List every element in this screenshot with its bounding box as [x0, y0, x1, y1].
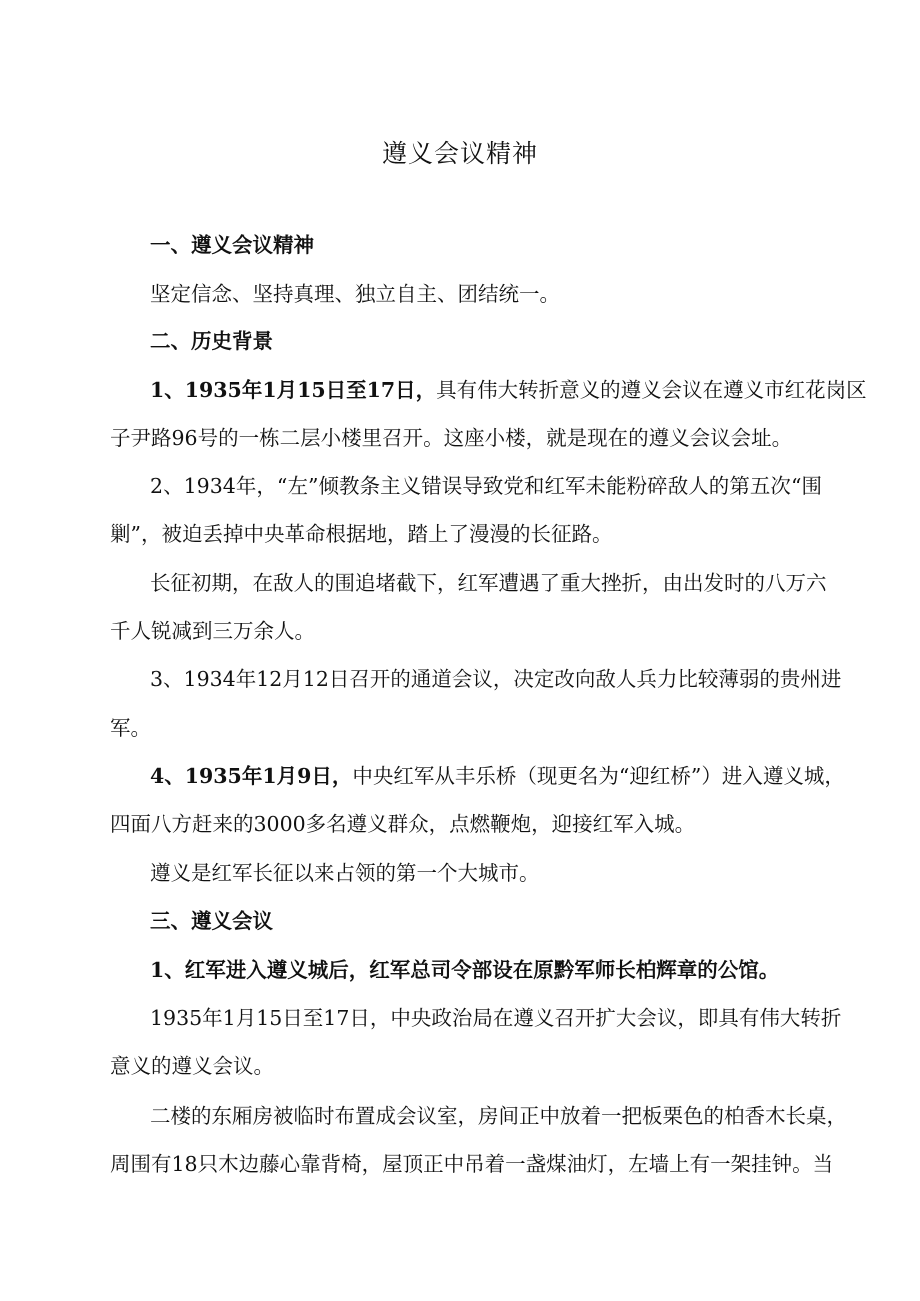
paragraph-1-text: 具有伟大转折意义的遵义会议在遵义市红花岗区 — [436, 378, 867, 402]
paragraph-5-text: 中央红军从丰乐桥（现更名为“迎红桥”）进入遵义城， — [352, 764, 845, 788]
paragraph-2-line-2: 剿”，被迫丢掉中央革命根据地，踏上了漫漫的长征路。 — [110, 522, 613, 546]
paragraph-5-line-1 — [150, 763, 845, 789]
paragraph-4-line-2: 军。 — [110, 716, 151, 740]
paragraph-3-line-2: 千人锐减到三万余人。 — [110, 619, 315, 643]
paragraph-spirit: 坚定信念、坚持真理、独立自主、团结统一。 — [150, 282, 560, 306]
paragraph-2-line-1: 2、1934年，“左”倾教条主义错误导致党和红军未能粉碎敌人的第五次“围 — [150, 474, 822, 498]
paragraph-1-date: 1、1935年1月15日至17日， — [150, 378, 437, 402]
section-heading-3: 三、遵义会议 — [150, 909, 273, 933]
paragraph-8-line-2: 意义的遵义会议。 — [110, 1054, 274, 1078]
section-heading-1: 一、遵义会议精神 — [150, 233, 314, 257]
paragraph-4-line-1: 3、1934年12月12日召开的通道会议，决定改向敌人兵力比较薄弱的贵州进 — [150, 667, 842, 691]
paragraph-5-date: 4、1935年1月9日， — [150, 764, 353, 788]
paragraph-5-line-2: 四面八方赶来的3000多名遵义群众，点燃鞭炮，迎接红军入城。 — [110, 812, 696, 836]
paragraph-9-line-2: 周围有18只木边藤心靠背椅，屋顶正中吊着一盏煤油灯，左墙上有一架挂钟。当 — [110, 1152, 834, 1176]
page-title: 遵义会议精神 — [381, 139, 538, 168]
paragraph-9-line-1: 二楼的东厢房被临时布置成会议室，房间正中放着一把板栗色的柏香木长桌， — [150, 1104, 847, 1128]
paragraph-3-line-1: 长征初期，在敌人的围追堵截下，红军遭遇了重大挫折，由出发时的八万六 — [150, 571, 827, 595]
paragraph-1-line-2: 子尹路96号的一栋二层小楼里召开。这座小楼，就是现在的遵义会议会址。 — [110, 426, 793, 450]
paragraph-6: 遵义是红军长征以来占领的第一个大城市。 — [150, 861, 540, 885]
paragraph-7: 1、红军进入遵义城后，红军总司令部设在原黔军师长柏辉章的公馆。 — [150, 958, 780, 982]
section-heading-2: 二、历史背景 — [150, 329, 273, 353]
paragraph-8-line-1: 1935年1月15日至17日，中央政治局在遵义召开扩大会议，即具有伟大转折 — [150, 1006, 842, 1030]
paragraph-1-line-1 — [150, 377, 867, 403]
